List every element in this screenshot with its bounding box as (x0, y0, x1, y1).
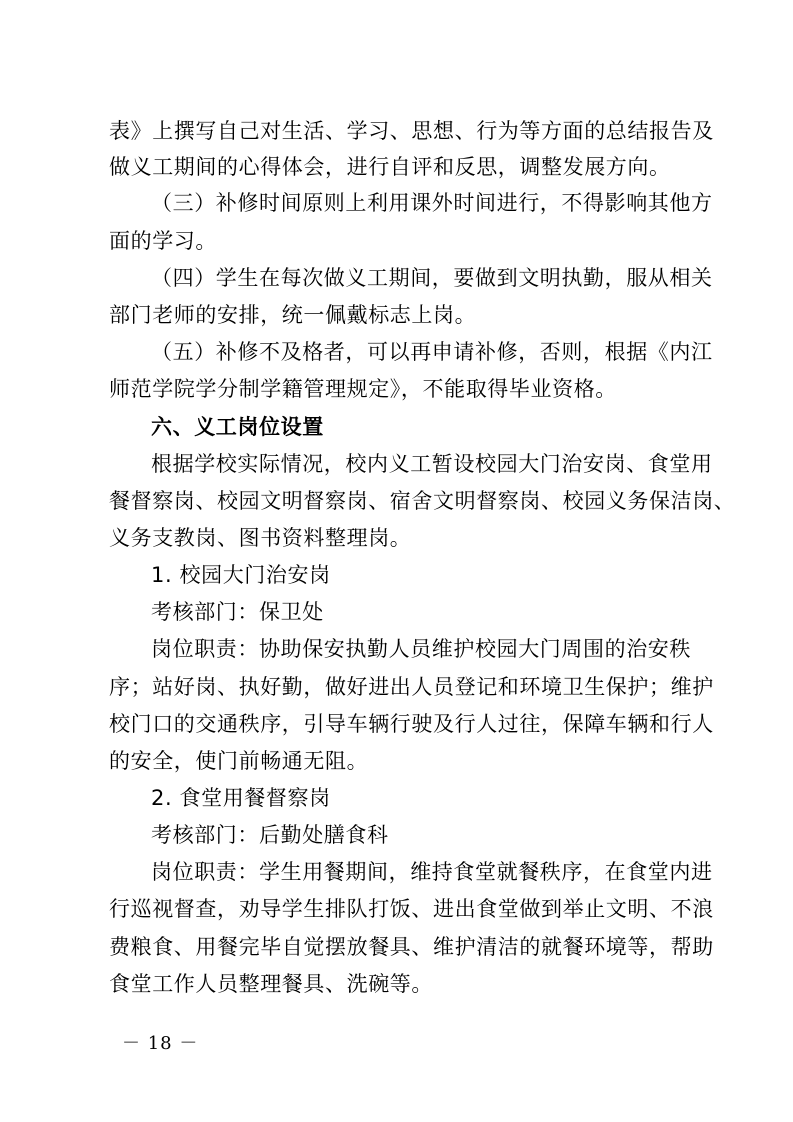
text-line: 面的学习。 (109, 229, 217, 253)
text-line: 序；站好岗、执好勤，做好进出人员登记和环境卫生保护；维护 (109, 675, 714, 699)
subsection-heading: 1. 校园大门治安岗 (151, 563, 331, 587)
text-line: 表》上撰写自己对生活、学习、思想、行为等方面的总结报告及 (109, 119, 714, 143)
text-line: 行巡视督查，劝导学生排队打饭、进出食堂做到举止文明、不浪 (109, 897, 714, 921)
text-line: 考核部门：后勤处膳食科 (151, 823, 389, 847)
text-line: 食堂工作人员整理餐具、洗碗等。 (109, 972, 433, 996)
text-line: （五）补修不及格者，可以再申请补修，否则，根据《内江 (151, 340, 713, 364)
text-line: 根据学校实际情况，校内义工暂设校园大门治安岗、食堂用 (151, 452, 713, 476)
text-line: （三）补修时间原则上利用课外时间进行，不得影响其他方 (151, 191, 713, 215)
text-line: 部门老师的安排，统一佩戴标志上岗。 (109, 303, 477, 327)
page-number: － 18 － (122, 1033, 199, 1054)
text-line: 费粮食、用餐完毕自觉摆放餐具、维护清洁的就餐环境等，帮助 (109, 935, 714, 959)
section-heading: 六、义工岗位设置 (151, 415, 324, 439)
text-line: 岗位职责：协助保安执勤人员维护校园大门周围的治安秩 (151, 637, 691, 661)
text-line: 的安全，使门前畅通无阻。 (109, 749, 369, 773)
text-line: 做义工期间的心得体会，进行自评和反思，调整发展方向。 (109, 155, 671, 179)
text-line: 师范学院学分制学籍管理规定》，不能取得毕业资格。 (109, 377, 617, 401)
text-line: 岗位职责：学生用餐期间，维持食堂就餐秩序，在食堂内进 (151, 860, 713, 884)
text-line: （四）学生在每次做义工期间，要做到文明执勤，服从相关 (151, 266, 713, 290)
text-line: 考核部门：保卫处 (151, 600, 324, 624)
subsection-heading: 2. 食堂用餐督察岗 (151, 786, 331, 810)
text-line: 义务支教岗、图书资料整理岗。 (109, 526, 412, 550)
text-line: 餐督察岗、校园文明督察岗、宿舍文明督察岗、校园义务保洁岗、 (109, 489, 736, 513)
text-line: 校门口的交通秩序，引导车辆行驶及行人过往，保障车辆和行人 (109, 712, 714, 736)
